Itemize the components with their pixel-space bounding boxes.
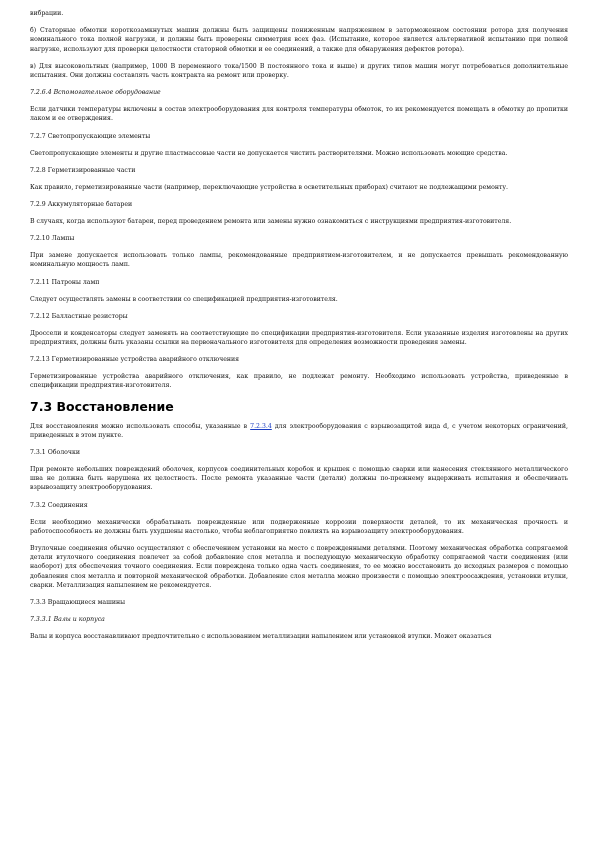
subsection-heading: 7.2.6.4 Вспомогательное оборудование — [30, 89, 161, 97]
paragraph: Если датчики температуры включены в состав электрооборудования для контроля температуры обмоток, то их рекомендуется помещать в обмотку до пропитки лаком и ее отверждения. — [30, 106, 568, 123]
subsection-heading: 7.2.9 Аккумуляторные батареи — [30, 201, 133, 209]
text-after-link: для электрооборудования с взрывозащитой вида d, с учетом некоторых ограничений, приведенных в этом пункте. — [30, 422, 568, 439]
paragraph: Герметизированные устройства аварийного отключения, как правило, не подлежат ремонту. Необходимо использовать устройства, приведенные в спецификации предприятия-изготовителя. — [30, 373, 568, 390]
paragraph: Дроссели и конденсаторы следует заменять на соответствующие по спецификации предприятия-изготовителя. Если указанные изделия изготовлены на других предприятиях, должны быть указаны ссылки на первоначального изготовителя для определения возможности проведения замены. — [30, 329, 568, 347]
text-before-link: Для восстановления можно использовать способы, указанные в — [30, 422, 251, 430]
subsection-heading: 7.3.1 Оболочки — [30, 449, 80, 457]
section-heading: 7.3 Восстановление — [30, 398, 174, 414]
subsection-heading: 7.2.7 Светопропускающие элементы — [30, 132, 151, 140]
cross-reference-link[interactable]: 7.2.3.4 — [250, 422, 272, 430]
paragraph: в) Для высоковольтных (например, 1000 В переменного тока/1500 В постоянного тока и выше) и других типов машин могут потребоваться дополнительные испытания. Они должны составлять часть контракта на ремонт или проверку. — [30, 62, 568, 80]
subsection-heading: 7.3.2 Соединения — [30, 501, 88, 509]
paragraph: Следует осуществлять замены в соответствии со спецификацией предприятия-изготовителя. — [30, 295, 338, 303]
paragraph: В случаях, когда используют батареи, перед проведением ремонта или замены нужно ознакомиться с инструкциями предприятия-изготовителя. — [30, 218, 512, 226]
paragraph: При замене допускается использовать только лампы, рекомендованные предприятием-изготовителем, и не допускается превышать рекомендованную номинальную мощность ламп. — [30, 252, 568, 269]
paragraph: Если необходимо механически обрабатывать поврежденные или подверженные коррозии поверхности деталей, то их механическая прочность и работоспособность не должны быть ухудшены настолько, чтобы неблагоприятно повлиять на взрывозащиту электрооборудования. — [30, 518, 568, 535]
subsection-heading: 7.2.10 Лампы — [30, 235, 75, 243]
subsection-heading: 7.2.11 Патроны ламп — [30, 278, 100, 286]
subsection-heading: 7.3.3 Вращающиеся машины — [30, 599, 126, 607]
subsection-heading: 7.2.12 Балластные резисторы — [30, 312, 128, 320]
paragraph: б) Статорные обмотки короткозамкнутых машин должны быть защищены пониженным напряжением в заторможенном состоянии ротора для получения номинального тока полной нагрузки, и должны быть проверены симметрия всех фаз. (Испытание, которое является альтернативой испытанию при полной нагрузке, используют для проверки целостности статорной обмотки и ее соединений, а также для обнаружения дефектов ротора). — [30, 27, 568, 53]
paragraph: Как правило, герметизированные части (например, переключающие устройства в осветительных приборах) считают не подлежащими ремонту. — [30, 183, 508, 191]
subsection-heading: 7.2.8 Герметизированные части — [30, 166, 136, 174]
paragraph: Валы и корпуса восстанавливают предпочтительно с использованием металлизации напылением или установкой втулки. Может оказаться — [30, 633, 492, 641]
subsection-heading: 7.2.13 Герметизированные устройства аварийного отключения — [30, 356, 240, 364]
paragraph: вибрации. — [30, 10, 64, 17]
paragraph: Втулочные соединения обычно осуществляют с обеспечением установки на место с поврежденными деталями. Поэтому механическая обработка сопрягаемой детали втулочного соединения повлечет за собой добавление слоя металла и последующую механическую обработку сопрягаемой части соединения (или наоборот) для обеспечения точного соединения. Если повреждена только одна часть соединения, то ее можно восстановить до исходных размеров с помощью добавления слоя металла и повторной механической обработки. Добавление слоя металла можно произвести с помощью электроосаждения, установки втулки, сварки. Металлизация напылением не рекомендуется. — [30, 545, 568, 589]
subsection-heading: 7.3.3.1 Валы и корпуса — [30, 616, 105, 624]
paragraph-with-link — [30, 422, 568, 440]
paragraph: Светопропускающие элементы и другие пластмассовые части не допускается чистить растворителями. Можно использовать моющие средства. — [30, 149, 508, 157]
paragraph: При ремонте небольших повреждений оболочек, корпусов соединительных коробок и крышек с помощью сварки или нанесения стеклянного металлического шва не должна быть нарушена их целостность. После ремонта указанные части (детали) должны по-прежнему выдерживать испытания и обеспечивать взрывозащиту электрооборудования. — [30, 466, 568, 492]
